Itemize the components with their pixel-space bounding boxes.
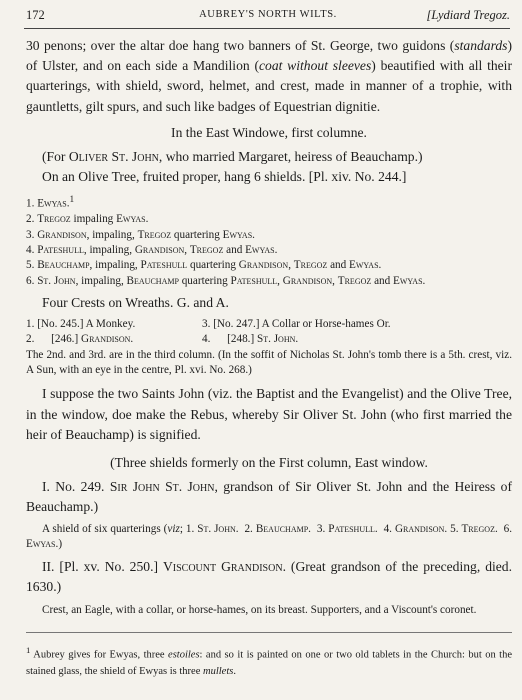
list-item: 6. St. John, impaling, Beauchamp quartering Pateshull, Grandison, Tregoz and Ewyas.: [26, 274, 426, 287]
olive-tree-line: On an Olive Tree, fruited proper, hang 6 shields. [Pl. xiv. No. 244.]: [42, 169, 407, 185]
footnote-rule: [26, 632, 512, 633]
crests-note: The 2nd. and 3rd. are in the third column. (In the soffit of Nicholas St. John's tomb there is a 5th. crest, viz. A Sun, with an eye in the centre, Pl. xvi. No. 268.): [26, 348, 512, 377]
item-one: I. No. 249. Sir John St. John, grandson of Sir Oliver St. John and the Heiress of Beauchamp.): [26, 479, 512, 515]
intro-text-a: 30 penons; over the altar doe hang two banners of St. George, two guidons (: [26, 38, 455, 53]
main-text: [26, 36, 515, 618]
list-item: 1. Ewyas.$^1$: [26, 195, 75, 211]
oliver-pre: (For: [42, 149, 69, 165]
intro-paragraph: [26, 36, 512, 117]
footnote: $^1$ Aubrey gives for Ewyas, three estoiles: and so it is painted on one or two old tablets in the Church: but on the stained glass, the shield of Ewyas is three mullets.: [26, 645, 512, 677]
intro-text-c: ) beautified with all their quarterings, with shield, sword, helmet, and crest, made in manner of a trophie, with gauntletts, gilt spurs, and such like badges of Equestrian dignitie.: [26, 58, 512, 114]
window-heading: In the East Windowe, first columne.: [171, 124, 367, 140]
intro-italic-b: coat without sleeves: [258, 58, 372, 74]
running-title: AUBREY'S NORTH WILTS.: [199, 9, 337, 20]
three-shields-heading: (Three shields formerly on the First column, East window.: [110, 454, 428, 470]
list-item: 2. Tregoz impaling Ewyas.: [26, 213, 149, 226]
page-number: 172: [26, 8, 45, 22]
item-two: II. [Pl. xv. No. 250.] Viscount Grandison. (Great grandson of the preceding, died. 1630.): [26, 558, 512, 594]
crests-heading: Four Crests on Wreaths. G. and A.: [42, 294, 229, 310]
crest-cell: 2. [246.] Grandison.: [26, 333, 134, 346]
oliver-post: , who married Margaret, heiress of Beauchamp.): [158, 149, 423, 165]
crest-cell: 3. [No. 247.] A Collar or Horse-hames Or.: [202, 318, 391, 331]
crest-cell: 1. [No. 245.] A Monkey.: [26, 318, 136, 331]
rebus-paragraph: I suppose the two Saints John (viz. the Baptist and the Evangelist) and the Olive Tree, in the window, doe make the Rebus, whereby Sir Oliver St. John (who first married the heir of Beauchamp) is signified.: [26, 386, 512, 442]
list-item: 3. Grandison, impaling, Tregoz quartering Ewyas.: [26, 228, 255, 241]
list-item: 5. Beauchamp, impaling, Pateshull quartering Grandison, Tregoz and Ewyas.: [26, 259, 382, 272]
oliver-name: Oliver St. John: [68, 149, 159, 165]
footnote-ref: 1: [69, 195, 75, 206]
running-header: [26, 8, 510, 28]
crests-table: [26, 317, 512, 378]
intro-text-b: ) of Ulster, and on each side a Mandilion (: [26, 38, 512, 74]
crest-cell: 4. [248.] St. John.: [202, 333, 299, 346]
footnote-marker: 1: [26, 645, 31, 655]
quarterings-line: A shield of six quarterings (viz; 1. St. John. 2. Beauchamp. 3. Pateshull. 4. Grandison. 5. Tregoz. 6. Ewyas.): [26, 522, 515, 551]
header-rule: [24, 28, 510, 29]
section-label: [Lydiard Tregoz.: [426, 8, 510, 22]
oliver-line: [26, 147, 512, 167]
intro-italic-a: standards: [454, 38, 508, 53]
crests-row: [26, 317, 512, 332]
crest-eagle-line: Crest, an Eagle, with a collar, or horse-hames, on its breast. Supporters, and a Viscount's coronet.: [42, 603, 477, 616]
crests-row: [26, 332, 512, 347]
shield-list: [26, 193, 512, 289]
list-item: 4. Pateshull, impaling, Grandison, Tregoz and Ewyas.: [26, 244, 278, 257]
